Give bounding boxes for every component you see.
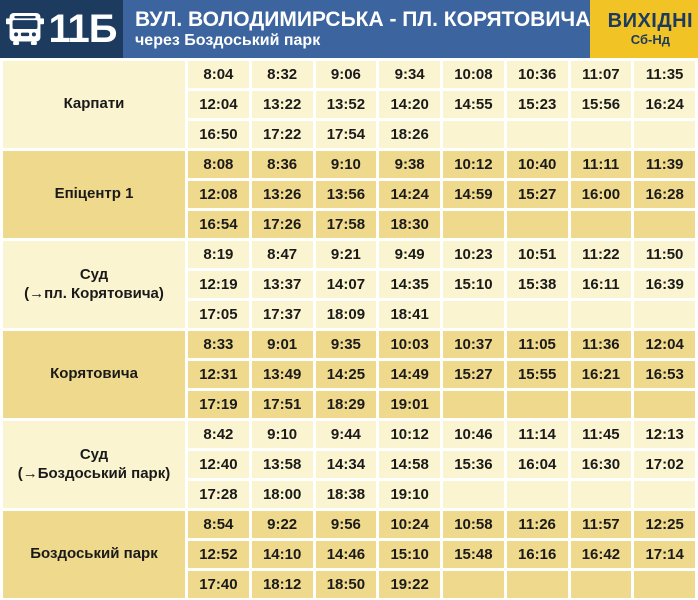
time-cell: 13:58 [252,451,313,478]
time-cell: 10:46 [443,421,504,448]
time-cell: 17:37 [252,301,313,328]
time-cell: 14:25 [316,361,377,388]
time-cell: 17:54 [316,121,377,148]
time-cell: 13:56 [316,181,377,208]
stop-name-line: Суд [79,265,109,283]
time-cell: 8:54 [188,511,249,538]
time-cell: 12:52 [188,541,249,568]
header [0,0,698,58]
time-cell: 11:57 [571,511,632,538]
time-cell: 14:49 [379,361,440,388]
empty-time-cell [571,571,632,598]
time-cell: 16:54 [188,211,249,238]
timetable [0,58,698,600]
empty-time-cell [507,211,568,238]
schedule-type-badge [590,0,698,58]
time-cell: 13:22 [252,91,313,118]
stop-name-line: (→Боздоський парк) [17,464,171,482]
timetable-row [3,511,695,538]
empty-time-cell [507,391,568,418]
empty-time-cell [571,391,632,418]
time-cell: 11:36 [571,331,632,358]
empty-time-cell [443,571,504,598]
time-cell: 17:51 [252,391,313,418]
stop-name-line: Суд [79,445,109,463]
time-cell: 10:23 [443,241,504,268]
time-cell: 16:28 [634,181,695,208]
time-cell: 9:44 [316,421,377,448]
empty-time-cell [571,481,632,508]
time-cell: 18:50 [316,571,377,598]
time-cell: 16:42 [571,541,632,568]
timetable-row [3,241,695,268]
time-cell: 18:26 [379,121,440,148]
time-cell: 14:55 [443,91,504,118]
time-cell: 17:58 [316,211,377,238]
route-title: ВУЛ. ВОЛОДИМИРСЬКА - ПЛ. КОРЯТОВИЧА [135,7,591,31]
route-badge [0,0,123,58]
time-cell: 15:23 [507,91,568,118]
time-cell: 16:21 [571,361,632,388]
time-cell: 14:35 [379,271,440,298]
time-cell: 15:55 [507,361,568,388]
time-cell: 15:27 [507,181,568,208]
time-cell: 10:40 [507,151,568,178]
time-cell: 9:22 [252,511,313,538]
time-cell: 10:58 [443,511,504,538]
time-cell: 12:31 [188,361,249,388]
time-cell: 10:08 [443,61,504,88]
time-cell: 13:49 [252,361,313,388]
time-cell: 11:50 [634,241,695,268]
time-cell: 17:22 [252,121,313,148]
time-cell: 12:19 [188,271,249,298]
time-cell: 19:01 [379,391,440,418]
time-cell: 10:36 [507,61,568,88]
stop-name-cell [3,241,185,328]
time-cell: 15:10 [443,271,504,298]
time-cell: 8:32 [252,61,313,88]
empty-time-cell [507,571,568,598]
route-number: 11Б [48,7,117,51]
time-cell: 17:05 [188,301,249,328]
empty-time-cell [571,121,632,148]
time-cell: 8:04 [188,61,249,88]
time-cell: 8:08 [188,151,249,178]
empty-time-cell [634,391,695,418]
empty-time-cell [571,211,632,238]
time-cell: 9:21 [316,241,377,268]
time-cell: 16:16 [507,541,568,568]
time-cell: 9:06 [316,61,377,88]
timetable-body [3,61,695,598]
time-cell: 12:08 [188,181,249,208]
time-cell: 17:28 [188,481,249,508]
stop-name-cell [3,511,185,598]
time-cell: 10:12 [443,151,504,178]
time-cell: 14:10 [252,541,313,568]
timetable-row [3,61,695,88]
time-cell: 14:46 [316,541,377,568]
time-cell: 15:48 [443,541,504,568]
time-cell: 11:39 [634,151,695,178]
time-cell: 16:30 [571,451,632,478]
time-cell: 9:10 [252,421,313,448]
empty-time-cell [507,121,568,148]
time-cell: 17:02 [634,451,695,478]
time-cell: 14:58 [379,451,440,478]
time-cell: 15:27 [443,361,504,388]
time-cell: 9:10 [316,151,377,178]
time-cell: 8:36 [252,151,313,178]
time-cell: 19:22 [379,571,440,598]
schedule-type-label: ВИХІДНІ [607,10,694,33]
empty-time-cell [634,571,695,598]
time-cell: 11:35 [634,61,695,88]
stop-name-line: Корятовича [50,365,138,383]
stop-name-line: Карпати [63,95,125,113]
stop-name-cell [3,151,185,238]
timetable-row [3,151,695,178]
stop-name-cell [3,421,185,508]
time-cell: 9:49 [379,241,440,268]
empty-time-cell [634,121,695,148]
time-cell: 9:35 [316,331,377,358]
time-cell: 9:56 [316,511,377,538]
time-cell: 10:51 [507,241,568,268]
time-cell: 16:39 [634,271,695,298]
empty-time-cell [634,481,695,508]
empty-time-cell [634,211,695,238]
empty-time-cell [443,301,504,328]
time-cell: 18:38 [316,481,377,508]
stop-name-cell [3,331,185,418]
time-cell: 10:37 [443,331,504,358]
stop-name-line: Боздоський парк [30,545,158,563]
empty-time-cell [443,121,504,148]
time-cell: 16:53 [634,361,695,388]
time-cell: 18:12 [252,571,313,598]
timetable-row [3,331,695,358]
time-cell: 9:38 [379,151,440,178]
empty-time-cell [443,391,504,418]
time-cell: 8:47 [252,241,313,268]
time-cell: 16:24 [634,91,695,118]
empty-time-cell [634,301,695,328]
time-cell: 8:42 [188,421,249,448]
time-cell: 16:00 [571,181,632,208]
empty-time-cell [507,301,568,328]
time-cell: 12:25 [634,511,695,538]
empty-time-cell [443,481,504,508]
route-subtitle: через Боздоський парк [135,31,321,49]
time-cell: 13:52 [316,91,377,118]
time-cell: 17:19 [188,391,249,418]
time-cell: 10:12 [379,421,440,448]
time-cell: 8:19 [188,241,249,268]
time-cell: 14:07 [316,271,377,298]
empty-time-cell [571,301,632,328]
time-cell: 15:36 [443,451,504,478]
time-cell: 17:40 [188,571,249,598]
time-cell: 10:03 [379,331,440,358]
time-cell: 16:50 [188,121,249,148]
stop-name-line: (→пл. Корятовича) [24,284,164,302]
time-cell: 8:33 [188,331,249,358]
time-cell: 17:14 [634,541,695,568]
time-cell: 12:40 [188,451,249,478]
time-cell: 19:10 [379,481,440,508]
time-cell: 11:14 [507,421,568,448]
time-cell: 17:26 [252,211,313,238]
time-cell: 15:56 [571,91,632,118]
time-cell: 14:24 [379,181,440,208]
time-cell: 10:24 [379,511,440,538]
route-banner [123,0,590,58]
time-cell: 14:20 [379,91,440,118]
stop-name-cell [3,61,185,148]
time-cell: 16:11 [571,271,632,298]
empty-time-cell [443,211,504,238]
empty-time-cell [507,481,568,508]
timetable-row [3,421,695,448]
time-cell: 12:04 [634,331,695,358]
time-cell: 18:09 [316,301,377,328]
schedule-days-label: Сб-Нд [630,32,670,48]
time-cell: 12:13 [634,421,695,448]
time-cell: 11:05 [507,331,568,358]
time-cell: 11:11 [571,151,632,178]
time-cell: 18:30 [379,211,440,238]
time-cell: 18:29 [316,391,377,418]
time-cell: 11:45 [571,421,632,448]
time-cell: 13:37 [252,271,313,298]
bus-front-icon [6,12,44,46]
time-cell: 9:01 [252,331,313,358]
time-cell: 13:26 [252,181,313,208]
time-cell: 11:22 [571,241,632,268]
time-cell: 18:00 [252,481,313,508]
time-cell: 15:38 [507,271,568,298]
time-cell: 16:04 [507,451,568,478]
time-cell: 18:41 [379,301,440,328]
stop-name-line: Епіцентр 1 [54,185,134,203]
time-cell: 15:10 [379,541,440,568]
time-cell: 9:34 [379,61,440,88]
time-cell: 11:07 [571,61,632,88]
time-cell: 14:59 [443,181,504,208]
time-cell: 14:34 [316,451,377,478]
time-cell: 11:26 [507,511,568,538]
time-cell: 12:04 [188,91,249,118]
